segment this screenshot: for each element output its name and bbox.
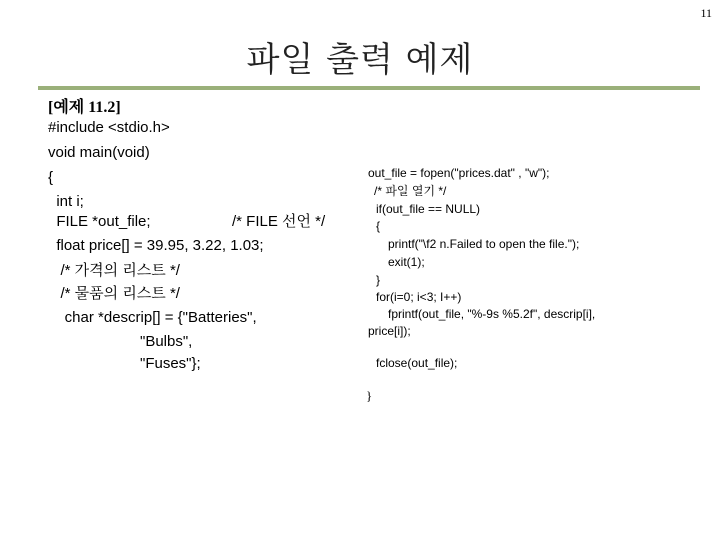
closing-brace: } bbox=[366, 388, 373, 403]
code-line-fopen: out_file = fopen("prices.dat" , "w"); bbox=[368, 166, 550, 180]
code-line-fprintf-args: price[i]); bbox=[368, 324, 411, 338]
code-comment-file-open: /* 파일 열기 */ bbox=[374, 184, 447, 198]
code-line-include: #include <stdio.h> bbox=[48, 119, 170, 136]
page-number: 11 bbox=[700, 6, 712, 20]
code-line-descrip: char *descrip[] = {"Batteries", bbox=[48, 309, 257, 326]
code-line-block-close: } bbox=[376, 273, 381, 287]
code-line-bulbs: "Bulbs", bbox=[140, 333, 193, 350]
code-comment-item-list: /* 물품의 리스트 */ bbox=[48, 285, 180, 302]
code-line-fprintf: fprintf(out_file, "%-9s %5.2f", descrip[i], bbox=[388, 307, 596, 321]
title-divider bbox=[38, 86, 700, 90]
code-line-for: for(i=0; i<3; I++) bbox=[376, 290, 462, 304]
code-line-out-file: FILE *out_file; bbox=[48, 213, 151, 230]
code-line-if-null: if(out_file == NULL) bbox=[376, 202, 481, 216]
code-line-printf-error: printf("\f2 n.Failed to open the file."); bbox=[388, 237, 580, 251]
code-line-main: void main(void) bbox=[48, 144, 150, 161]
example-label: [예제 11.2] bbox=[48, 99, 121, 116]
code-line-price: float price[] = 39.95, 3.22, 1.03; bbox=[48, 237, 264, 254]
code-line-fuses: "Fuses"}; bbox=[140, 355, 201, 372]
code-comment-file-decl: /* FILE 선언 */ bbox=[232, 213, 326, 230]
code-line-open-brace: { bbox=[48, 169, 54, 186]
code-comment-price-list: /* 가격의 리스트 */ bbox=[48, 262, 180, 279]
code-line-block-open: { bbox=[376, 219, 381, 233]
code-line-fclose: fclose(out_file); bbox=[376, 356, 458, 370]
code-line-int-i: int i; bbox=[48, 193, 84, 210]
code-line-exit: exit(1); bbox=[388, 255, 425, 269]
slide-title: 파일 출력 예제 bbox=[246, 40, 474, 80]
